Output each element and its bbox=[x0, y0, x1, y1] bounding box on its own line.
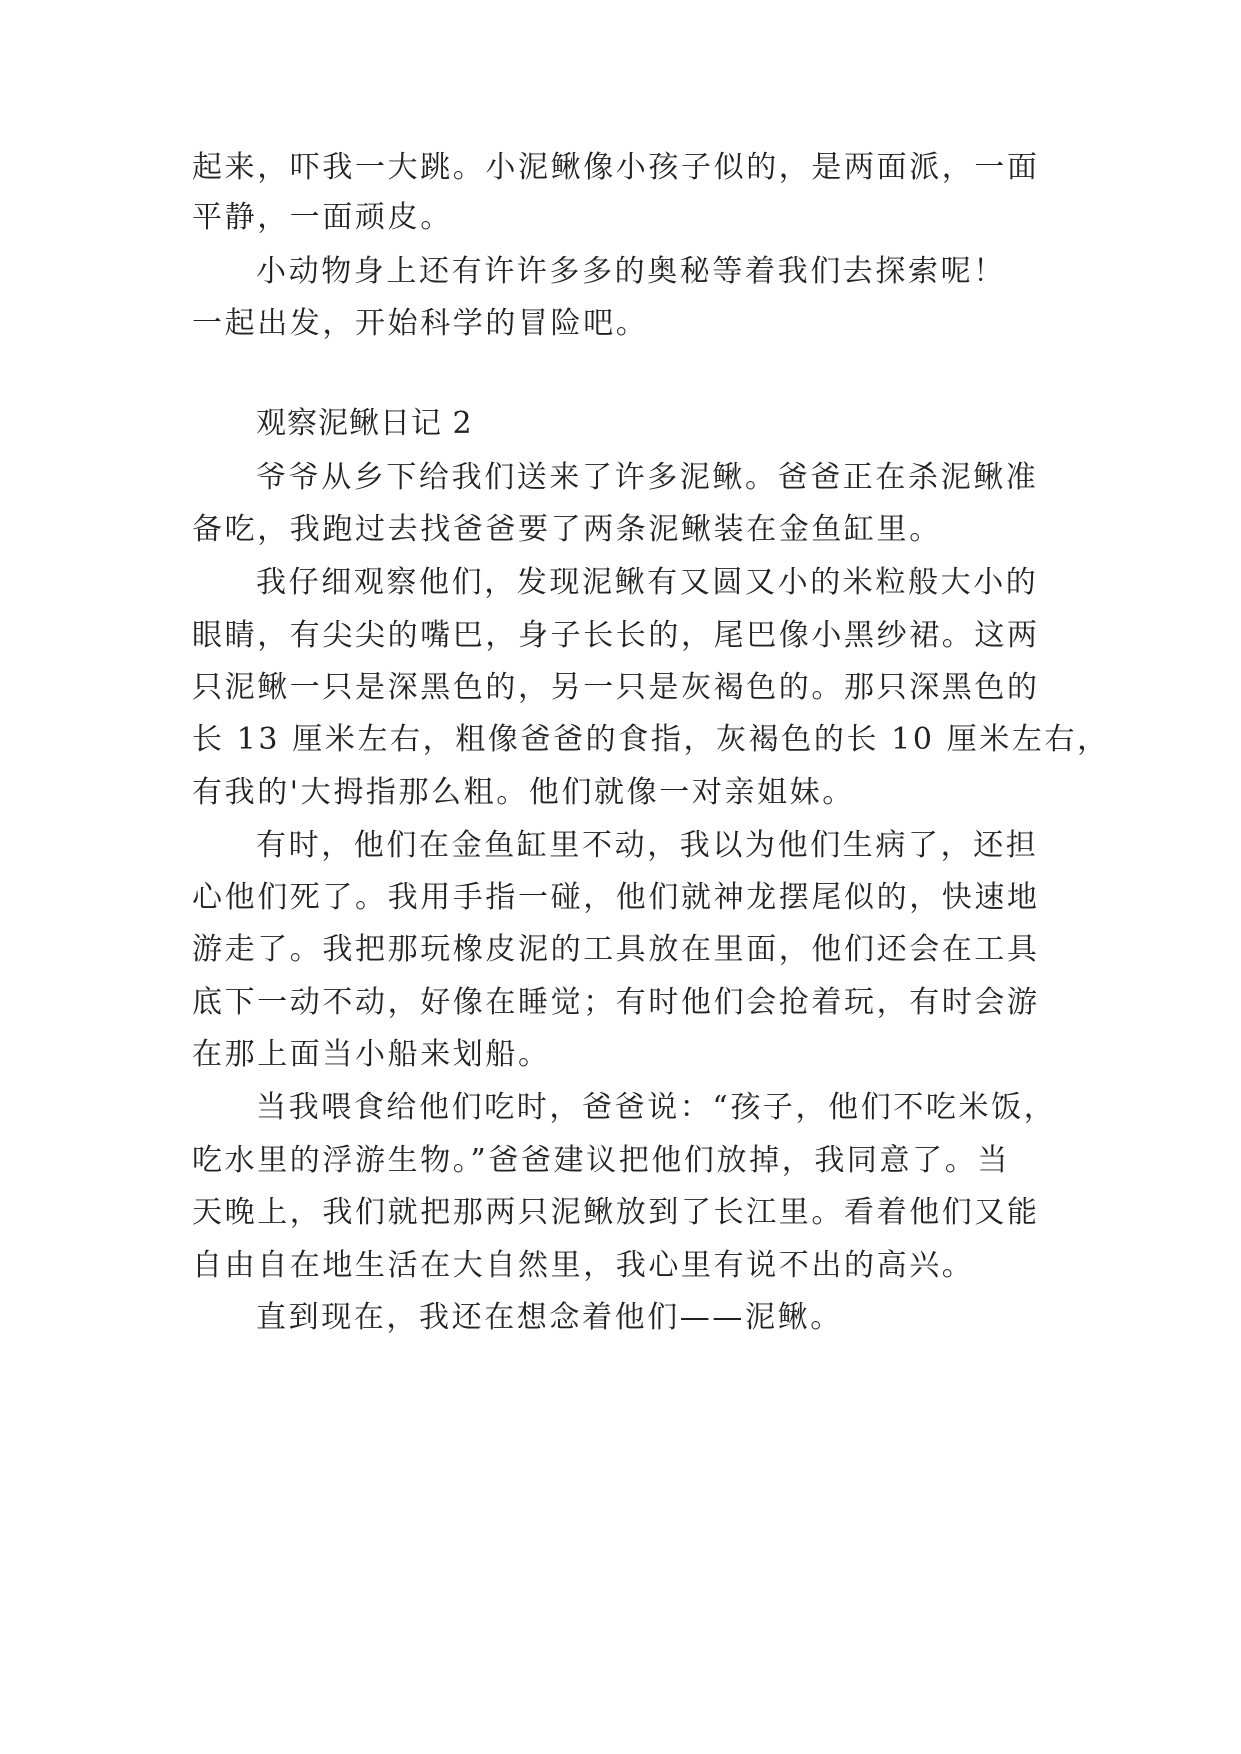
text-line: 有我的'大拇指那么粗。他们就像一对亲姐妹。 bbox=[192, 775, 855, 810]
text-line: 自由自在地生活在大自然里，我心里有说不出的高兴。 bbox=[192, 1248, 975, 1283]
text-line: 平静，一面顽皮。 bbox=[192, 200, 453, 235]
text-line: 爷爷从乡下给我们送来了许多泥鳅。爸爸正在杀泥鳅准 bbox=[256, 460, 1039, 495]
text-line: 心他们死了。我用手指一碰，他们就神龙摆尾似的，快速地 bbox=[192, 880, 1040, 915]
text-line: 眼睛，有尖尖的嘴巴，身子长长的，尾巴像小黑纱裙。这两 bbox=[192, 618, 1040, 653]
text-line: 在那上面当小船来划船。 bbox=[192, 1037, 551, 1072]
text-line: 天晚上，我们就把那两只泥鳅放到了长江里。看着他们又能 bbox=[192, 1195, 1040, 1230]
text-line: 当我喂食给他们吃时，爸爸说：“孩子，他们不吃米饭， bbox=[256, 1090, 1057, 1125]
section-title: 观察泥鳅日记 2 bbox=[256, 406, 473, 441]
text-line: 有时，他们在金鱼缸里不动，我以为他们生病了，还担 bbox=[256, 828, 1039, 863]
text-line: 我仔细观察他们，发现泥鳅有又圆又小的米粒般大小的 bbox=[256, 565, 1039, 600]
text-line: 长 13 厘米左右，粗像爸爸的食指，灰褐色的长 10 厘米左右， bbox=[192, 722, 1110, 757]
text-line: 只泥鳅一只是深黑色的，另一只是灰褐色的。那只深黑色的 bbox=[192, 670, 1040, 705]
text-line: 起来，吓我一大跳。小泥鳅像小孩子似的，是两面派，一面 bbox=[192, 150, 1040, 185]
text-line: 小动物身上还有许许多多的奥秘等着我们去探索呢！ bbox=[256, 254, 1006, 289]
text-line: 游走了。我把那玩橡皮泥的工具放在里面，他们还会在工具 bbox=[192, 932, 1040, 967]
text-line: 底下一动不动，好像在睡觉；有时他们会抢着玩，有时会游 bbox=[192, 985, 1040, 1020]
text-line: 吃水里的浮游生物。”爸爸建议把他们放掉，我同意了。当 bbox=[192, 1143, 1010, 1178]
text-line: 备吃，我跑过去找爸爸要了两条泥鳅装在金鱼缸里。 bbox=[192, 512, 942, 547]
text-line: 一起出发，开始科学的冒险吧。 bbox=[192, 306, 649, 341]
text-line: 直到现在，我还在想念着他们——泥鳅。 bbox=[256, 1300, 843, 1335]
